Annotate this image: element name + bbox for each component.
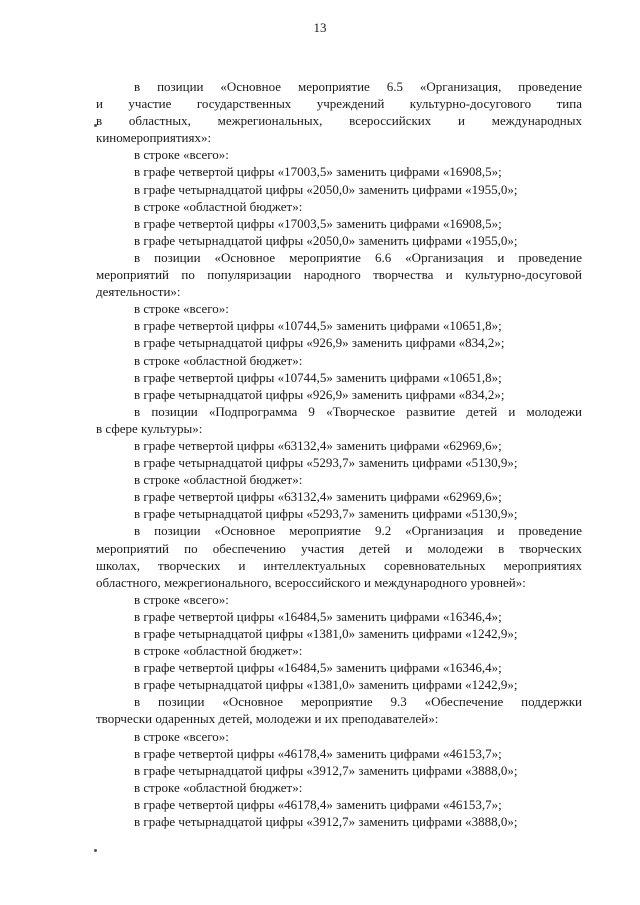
- text-line: в строке «всего»:: [134, 591, 229, 607]
- text-line: в строке «областной бюджет»:: [134, 779, 303, 795]
- text-line: в строке «областной бюджет»:: [134, 198, 303, 214]
- text-line: в строке «областной бюджет»:: [134, 472, 303, 488]
- text-line: в графе четвертой цифры «17003,5» заменить цифрами «16908,5»;: [134, 164, 502, 180]
- document-body: [96, 78, 582, 830]
- text-line: в графе четырнадцатой цифры «3912,7» заменить цифрами «3888,0»;: [134, 814, 518, 830]
- text-line: в графе четвертой цифры «63132,4» заменить цифрами «62969,6»;: [134, 437, 502, 453]
- text-line: мероприятий по обеспечению участия детей и молодежи в творческих: [96, 540, 582, 556]
- text-line: в графе четырнадцатой цифры «926,9» заменить цифрами «834,2»;: [134, 335, 505, 351]
- text-line: в графе четырнадцатой цифры «926,9» заменить цифрами «834,2»;: [134, 386, 505, 402]
- text-line: в графе четвертой цифры «63132,4» заменить цифрами «62969,6»;: [134, 489, 502, 505]
- text-line: в графе четвертой цифры «16484,5» заменить цифрами «16346,4»;: [134, 608, 502, 624]
- text-line: в позиции «Основное мероприятие 9.2 «Организация и проведение: [134, 523, 582, 539]
- text-line: областного, межрегионального, всероссийского и международного уровней»:: [96, 574, 526, 590]
- text-line: в графе четвертой цифры «16484,5» заменить цифрами «16346,4»;: [134, 660, 502, 676]
- text-line: в графе четвертой цифры «46178,4» заменить цифрами «46153,7»;: [134, 745, 502, 761]
- text-line: школах, творческих и интеллектуальных соревновательных мероприятиях: [96, 557, 582, 573]
- text-line: в графе четырнадцатой цифры «1381,0» заменить цифрами «1242,9»;: [134, 626, 518, 641]
- text-line: и участие государственных учреждений культурно-досугового типа: [96, 96, 582, 112]
- text-line: мероприятий по популяризации народного творчества и культурно-досуговой: [96, 267, 582, 283]
- text-line: в сфере культуры»:: [96, 420, 203, 436]
- text-line: творчески одаренных детей, молодежи и их преподавателей»:: [96, 711, 439, 727]
- text-line: в строке «всего»:: [134, 147, 229, 163]
- margin-dot: [94, 849, 97, 852]
- text-line: в позиции «Основное мероприятие 9.3 «Обеспечение поддержки: [134, 694, 582, 710]
- text-line: деятельности»:: [96, 284, 181, 300]
- text-line: в графе четырнадцатой цифры «2050,0» заменить цифрами «1955,0»;: [134, 232, 518, 248]
- text-line: в графе четырнадцатой цифры «5293,7» заменить цифрами «5130,9»;: [134, 506, 518, 522]
- text-line: в графе четвертой цифры «10744,5» заменить цифрами «10651,8»;: [134, 369, 502, 385]
- text-line: в графе четырнадцатой цифры «2050,0» заменить цифрами «1955,0»;: [134, 181, 518, 197]
- text-line: в строке «всего»:: [134, 301, 229, 317]
- text-line: киномероприятиях»:: [96, 130, 212, 146]
- text-line: в графе четвертой цифры «46178,4» заменить цифрами «46153,7»;: [134, 796, 502, 812]
- text-line: в графе четвертой цифры «10744,5» заменить цифрами «10651,8»;: [134, 318, 502, 334]
- text-line: в графе четырнадцатой цифры «5293,7» заменить цифрами «5130,9»;: [134, 455, 518, 471]
- text-line: в графе четырнадцатой цифры «1381,0» заменить цифрами «1242,9»;: [134, 677, 518, 693]
- text-line: в позиции «Основное мероприятие 6.5 «Организация, проведение: [134, 79, 582, 94]
- text-line: в позиции «Основное мероприятие 6.6 «Организация и проведение: [134, 249, 582, 265]
- text-line: в строке «областной бюджет»:: [134, 352, 303, 368]
- text-line: в графе четырнадцатой цифры «3912,7» заменить цифрами «3888,0»;: [134, 762, 518, 778]
- text-line: в графе четвертой цифры «17003,5» заменить цифрами «16908,5»;: [134, 215, 502, 231]
- text-line: в строке «областной бюджет»:: [134, 643, 303, 659]
- text-line: в областных, межрегиональных, всероссийских и международных: [96, 113, 582, 129]
- page-number: 13: [313, 20, 327, 35]
- text-line: в строке «всего»:: [134, 728, 229, 744]
- text-line: в позиции «Подпрограмма 9 «Творческое развитие детей и молодежи: [134, 403, 582, 419]
